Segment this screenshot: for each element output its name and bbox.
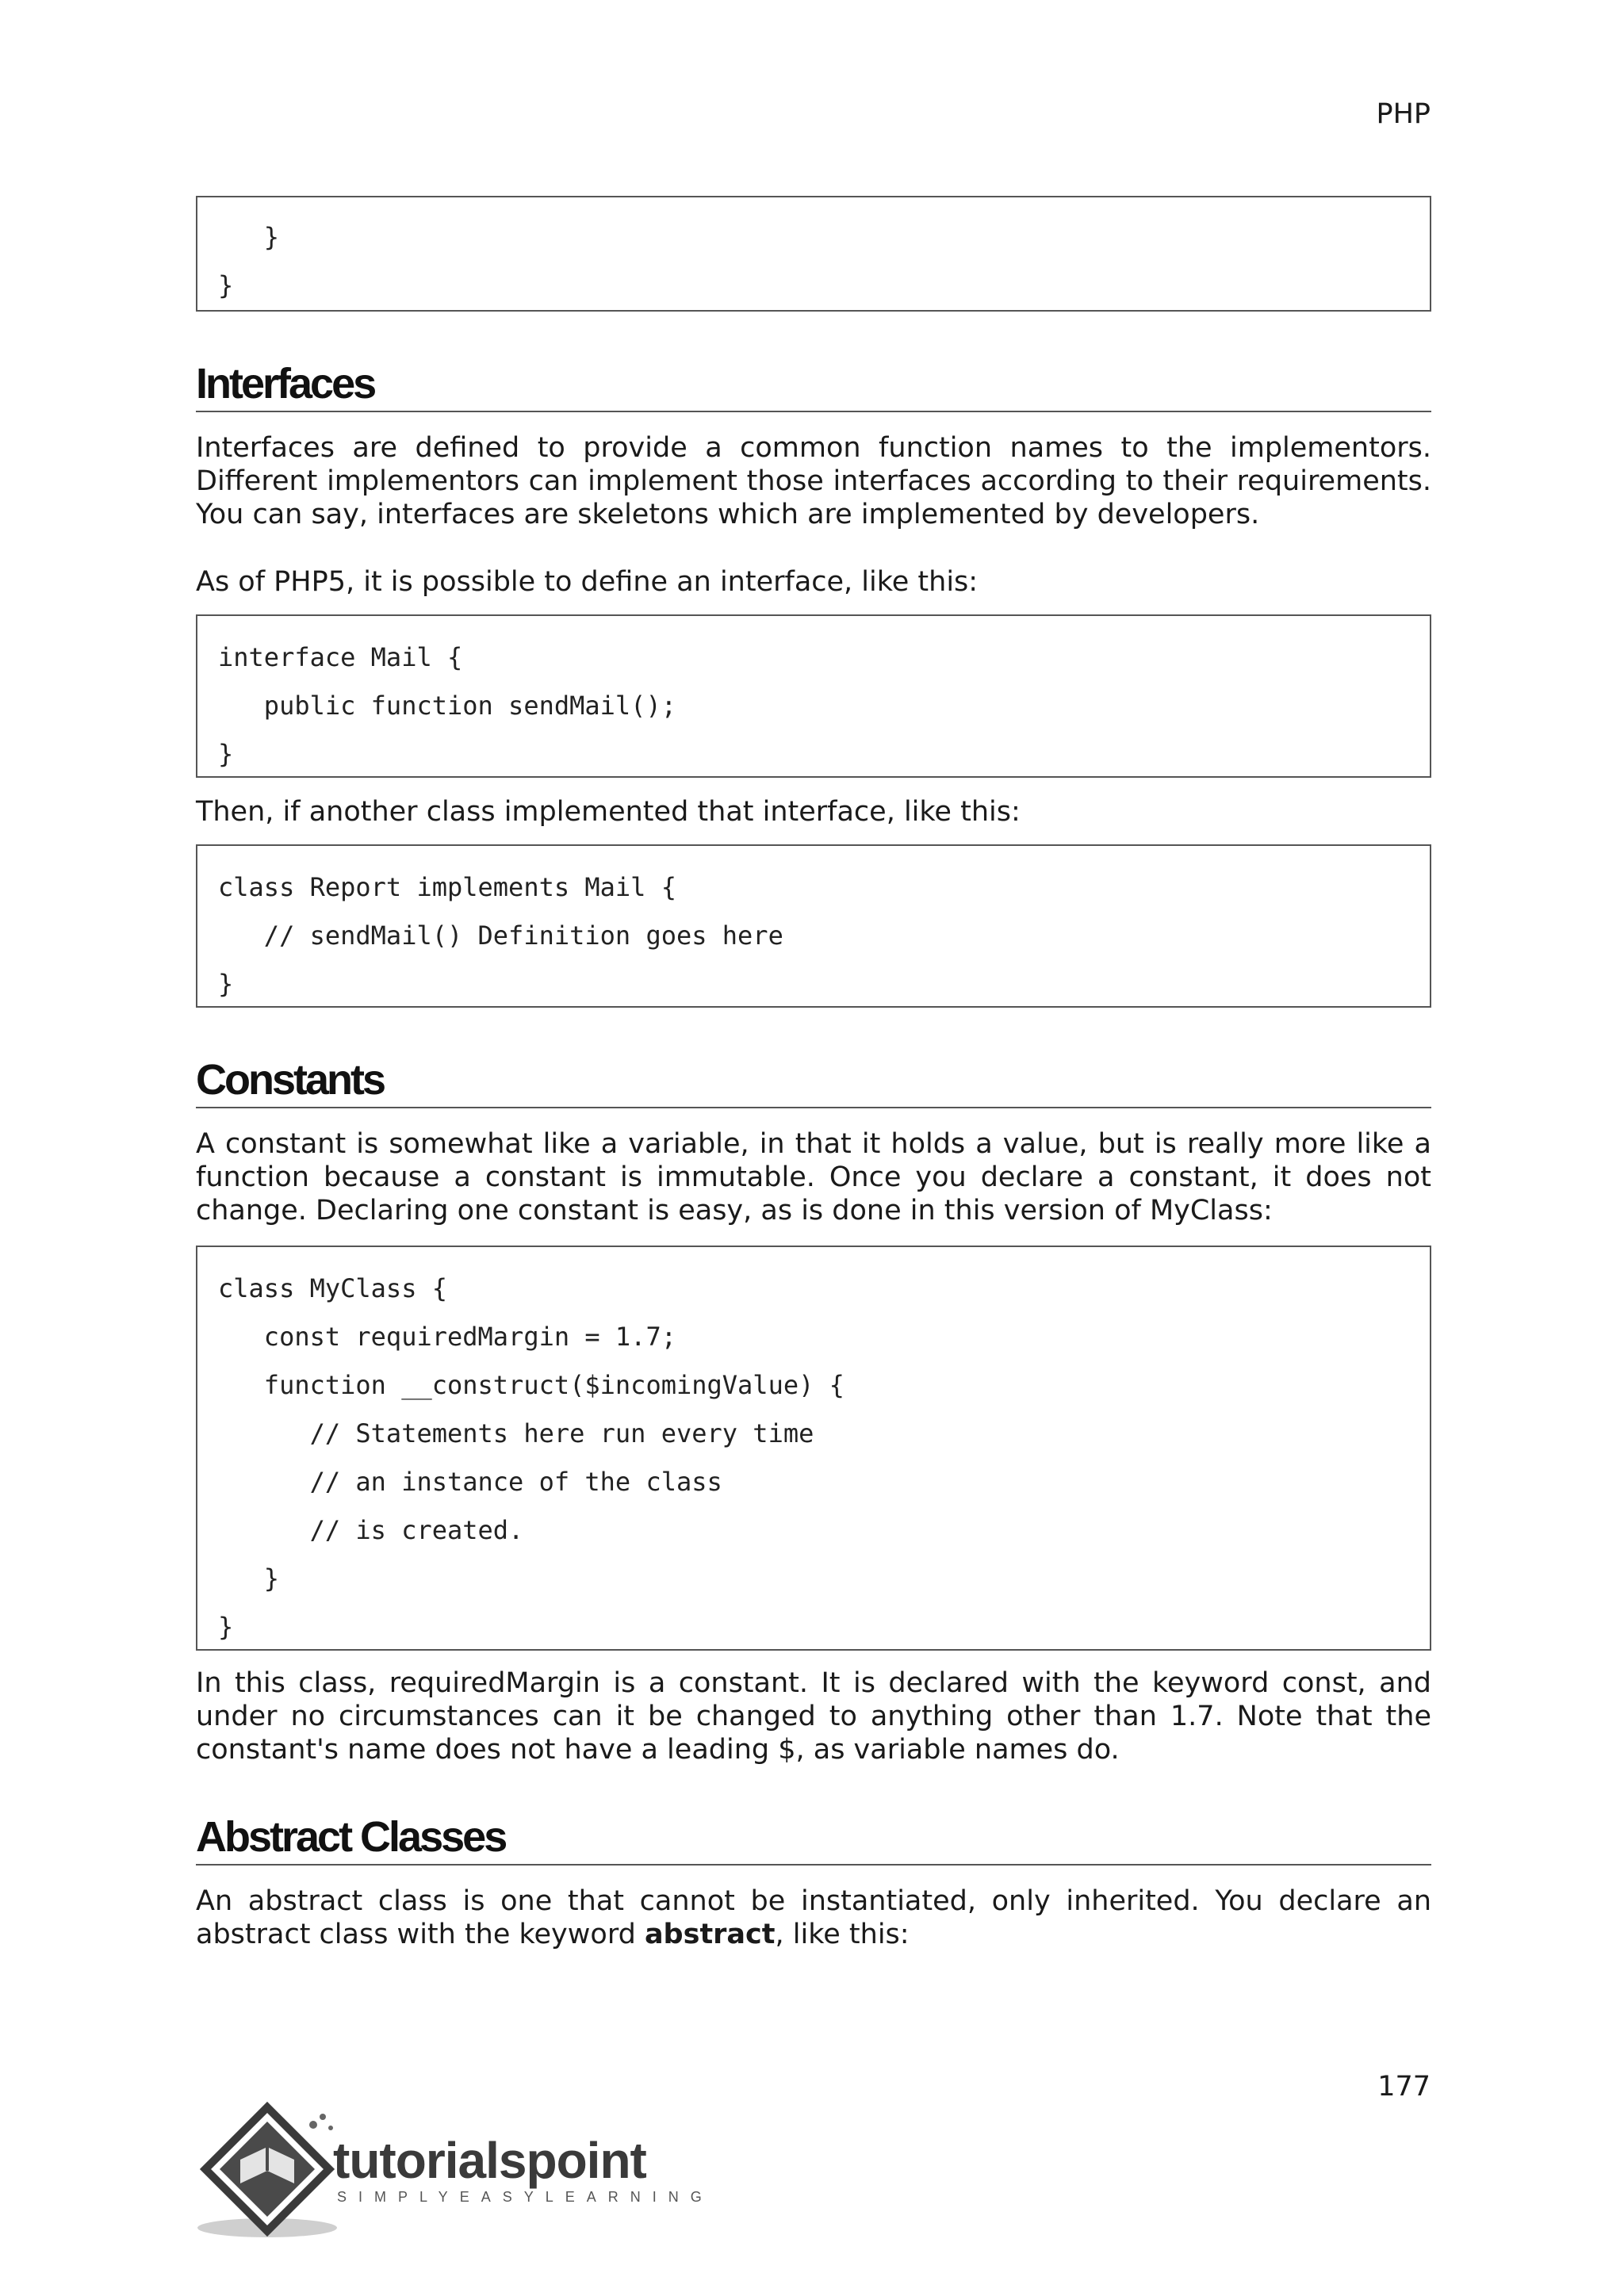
code-line: // is created. (218, 1515, 524, 1545)
code-line: // Statements here run every time (218, 1418, 814, 1448)
code-line: } (218, 222, 280, 252)
code-line: // sendMail() Definition goes here (218, 920, 783, 951)
heading-interfaces: Interfaces (196, 358, 1431, 412)
interfaces-paragraph-2: As of PHP5, it is possible to define an interface, like this: (196, 566, 979, 598)
code-line: class Report implements Mail { (218, 872, 676, 902)
constants-paragraph-2: In this class, requiredMargin is a constant. It is declared with the keyword const, and under no circumstances can it be changed to anything other than 1.7. Note that the constant's name does not have a leading $, as variable names do. (196, 1667, 1431, 1766)
code-line: } (218, 739, 234, 769)
abstract-keyword: abstract (644, 1919, 776, 1950)
code-block-report (196, 844, 1431, 1008)
code-line: function __construct($incomingValue) { (218, 1370, 845, 1400)
heading-abstract-classes: Abstract Classes (196, 1812, 1431, 1866)
code-line: } (218, 969, 234, 999)
code-line: // an instance of the class (218, 1467, 722, 1497)
code-line: class MyClass { (218, 1273, 447, 1303)
abstract-paragraph-end: , like this: (775, 1919, 910, 1950)
code-line: } (218, 270, 234, 300)
code-line: public function sendMail(); (218, 691, 676, 721)
code-line: } (218, 1612, 234, 1642)
tutorialspoint-logo (194, 2101, 714, 2244)
logo-wordmark: tutorialspoint (333, 2132, 646, 2189)
logo-tagline: SIMPLYEASYLEARNING (337, 2189, 714, 2205)
heading-constants: Constants (196, 1054, 1431, 1108)
code-block-myclass (196, 1246, 1431, 1651)
abstract-paragraph-text: An abstract class is one that cannot be instantiated, only inherited. You declare an abstract class with the keyword (196, 1885, 1431, 1950)
code-block-continuation (196, 196, 1431, 312)
interfaces-paragraph-1: Interfaces are defined to provide a common function names to the implementors. Different implementors can implement those interfaces according to their requirements. You can say, interfaces are skeletons which are implemented by developers. (196, 432, 1431, 530)
code-line: } (218, 1563, 280, 1594)
interfaces-paragraph-3: Then, if another class implemented that interface, like this: (196, 796, 1021, 828)
page-header-title: PHP (1376, 98, 1431, 130)
code-block-interface (196, 614, 1431, 778)
constants-paragraph-1: A constant is somewhat like a variable, in that it holds a value, but is really more like a function because a constant is immutable. Once you declare a constant, it does not change. Declaring one constant is easy, as is done in this version of MyClass: (196, 1128, 1431, 1226)
code-line: interface Mail { (218, 642, 463, 672)
page-number: 177 (1377, 2071, 1431, 2103)
abstract-paragraph (196, 1885, 1431, 1951)
code-line: const requiredMargin = 1.7; (218, 1322, 676, 1352)
